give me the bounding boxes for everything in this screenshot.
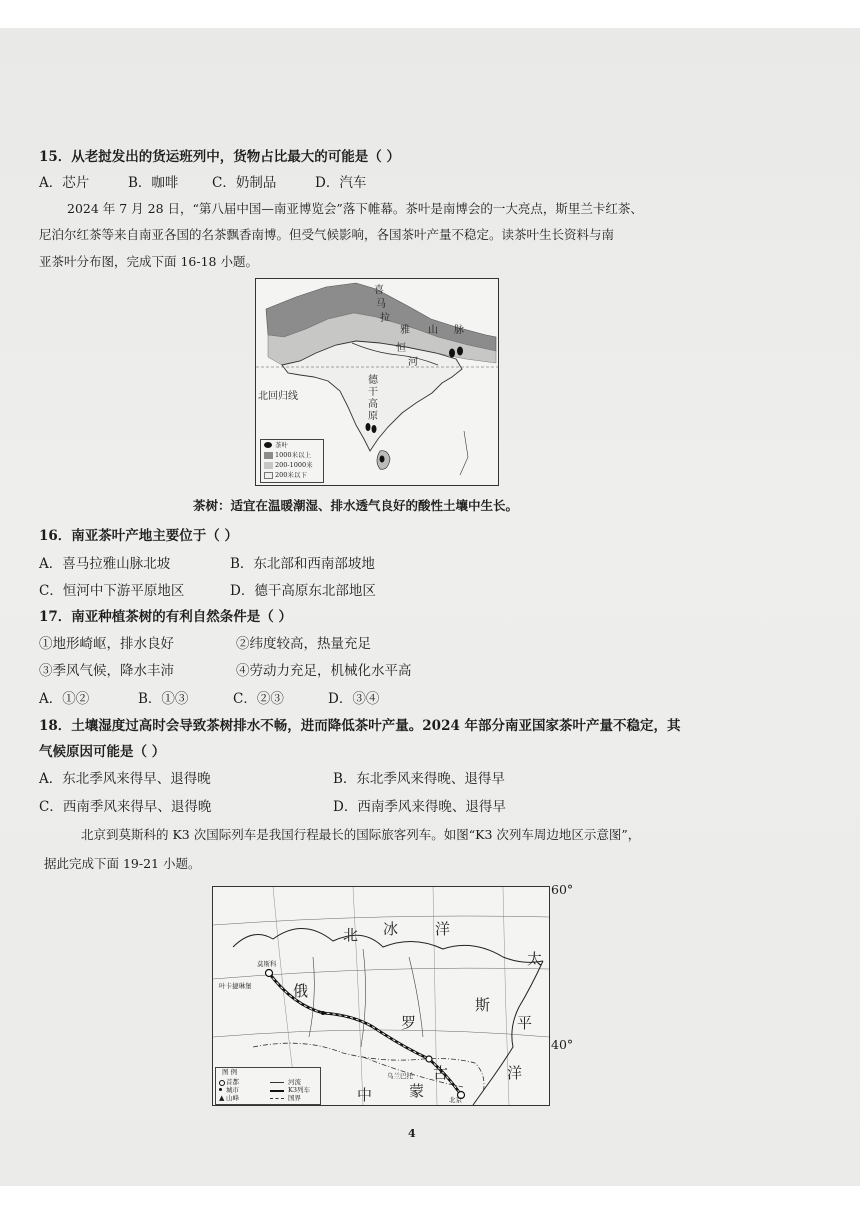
map1-label-mai: 脉: [454, 325, 464, 336]
map2-label-luo: 罗: [401, 1014, 417, 1032]
caption-tea-tree: 茶树：适宜在温暖潮湿、排水透气良好的酸性土壤中生长。: [193, 498, 519, 513]
q17-item-1: ①地形崎岖，排水良好: [39, 636, 174, 652]
q18-option-d: D．西南季风来得晚、退得早: [333, 799, 506, 815]
intro16-line3: 亚茶叶分布图，完成下面 16-18 小题。: [39, 254, 258, 269]
q15-option-b: B．咖啡: [128, 175, 179, 191]
legend-low: 200米以下: [275, 471, 307, 479]
map2-label-yang: 洋: [435, 920, 451, 938]
legend-capital: 首都: [226, 1078, 239, 1086]
q18-stem-line2: 气候原因可能是（ ）: [39, 744, 166, 760]
k3-train-map: [212, 886, 550, 1106]
legend-city: 城市: [226, 1086, 239, 1094]
q17-item-3: ③季风气候，降水丰沛: [39, 663, 174, 679]
intro16-line1: 2024 年 7 月 28 日，“第八届中国—南亚博览会”落下帷幕。茶叶是南博会的一大亮点，斯里兰卡红茶、: [67, 201, 643, 216]
map2-legend-title: 图 例: [222, 1068, 238, 1076]
q18-option-b: B．东北季风来得晚、退得早: [333, 771, 505, 787]
q17-option-c: C．②③: [233, 691, 284, 707]
city-symbol: [219, 1088, 222, 1091]
q15-option-d: D．汽车: [315, 175, 367, 191]
river-symbol: [270, 1082, 284, 1083]
q18-option-c: C．西南季风来得早、退得晚: [39, 799, 212, 815]
peak-symbol-icon: ▲: [219, 1094, 225, 1102]
map2-label-zhong: 中: [357, 1086, 373, 1104]
map2-label-moscow: 莫斯科: [257, 960, 277, 968]
legend-mid: 200-1000米: [275, 461, 313, 469]
map1-label-ma: 马: [376, 299, 386, 310]
map1-label-la: 拉: [380, 313, 390, 324]
map2-lat-60: 60°: [551, 882, 574, 897]
q17-item-2: ②纬度较高，热量充足: [236, 636, 371, 652]
legend-k3: K3列车: [288, 1086, 310, 1094]
q16-option-a: A．喜马拉雅山脉北坡: [39, 556, 171, 572]
map2-label-ping: 平: [517, 1014, 533, 1032]
low-elevation-swatch: [264, 472, 273, 479]
tea-legend-icon: [264, 442, 272, 448]
map2-label-meng: 蒙: [409, 1082, 425, 1100]
map2-label-gu: 古: [433, 1064, 449, 1082]
map1-label-shan: 山: [428, 325, 438, 336]
south-asia-tea-map: [255, 278, 499, 486]
map2-legend: [215, 1067, 321, 1105]
map1-label-heng: 恒: [396, 343, 406, 354]
q17-option-d: D．③④: [328, 691, 380, 707]
map2-lat-40: 40°: [551, 1037, 574, 1052]
q15-stem: 15．从老挝发出的货运班列中，货物占比最大的可能是（ ）: [39, 149, 400, 165]
q16-stem: 16．南亚茶叶产地主要位于（ ）: [39, 528, 238, 544]
capital-symbol: [219, 1080, 225, 1086]
map2-label-tai: 太: [527, 950, 543, 968]
q15-option-a: A．芯片: [39, 175, 90, 191]
q18-option-a: A．东北季风来得早、退得晚: [39, 771, 211, 787]
q17-item-4: ④劳动力充足，机械化水平高: [236, 663, 412, 679]
q16-option-b: B．东北部和西南部坡地: [230, 556, 375, 572]
map1-label-xi: 喜: [374, 285, 384, 296]
legend-river: 河流: [288, 1078, 301, 1086]
q15-option-c: C．奶制品: [212, 175, 277, 191]
map1-label-yuan: 原: [368, 411, 378, 422]
map2-label-yekaterinburg: 叶卡捷琳堡: [219, 982, 252, 990]
map2-label-bing: 冰: [383, 920, 399, 938]
legend-border: 国界: [288, 1094, 301, 1102]
intro16-line2: 尼泊尔红茶等来自南亚各国的名茶飘香南博。但受气候影响，各国茶叶产量不稳定。读茶叶生长资料与南: [39, 227, 615, 242]
q18-stem-line1: 18．土壤湿度过高时会导致茶树排水不畅，进而降低茶叶产量。2024 年部分南亚国家茶叶产量不稳定，其: [39, 718, 681, 734]
q16-option-c: C．恒河中下游平原地区: [39, 583, 185, 599]
mid-elevation-swatch: [264, 462, 273, 469]
legend-high: 1000米以上: [275, 451, 312, 459]
map1-label-ya: 雅: [400, 325, 410, 336]
map2-label-ulaanbaatar: 乌兰巴托: [387, 1072, 413, 1080]
page-number: 4: [408, 1127, 416, 1140]
q17-option-a: A．①②: [39, 691, 90, 707]
map2-label-yang2: 洋: [507, 1064, 523, 1082]
intro19-line1: 北京到莫斯科的 K3 次国际列车是我国行程最长的国际旅客列车。如图“K3 次列车周边地区示意图”，: [81, 827, 641, 842]
map1-label-tropic: 北回归线: [258, 391, 298, 402]
exam-page: [0, 28, 860, 1186]
map2-label-beijing: 北京: [449, 1096, 462, 1104]
legend-peak: 山峰: [226, 1094, 239, 1102]
q17-stem: 17．南亚种植茶树的有利自然条件是（ ）: [39, 609, 292, 625]
k3-route-symbol: [270, 1090, 284, 1092]
map1-label-gan: 干: [368, 387, 378, 398]
map1-legend: [260, 439, 324, 483]
intro19-line2: 据此完成下面 19-21 小题。: [44, 856, 201, 871]
map2-label-e: 俄: [293, 982, 309, 1000]
q17-option-b: B．①③: [138, 691, 189, 707]
map2-label-bei: 北: [343, 926, 359, 944]
border-symbol: [270, 1098, 284, 1099]
map1-label-gao: 高: [368, 399, 378, 410]
map2-label-si: 斯: [475, 996, 491, 1014]
map1-label-de: 德: [368, 375, 378, 386]
map1-label-he: 河: [408, 357, 418, 368]
q16-option-d: D．德干高原东北部地区: [230, 583, 376, 599]
high-elevation-swatch: [264, 452, 273, 459]
legend-tea: 茶叶: [275, 441, 288, 449]
